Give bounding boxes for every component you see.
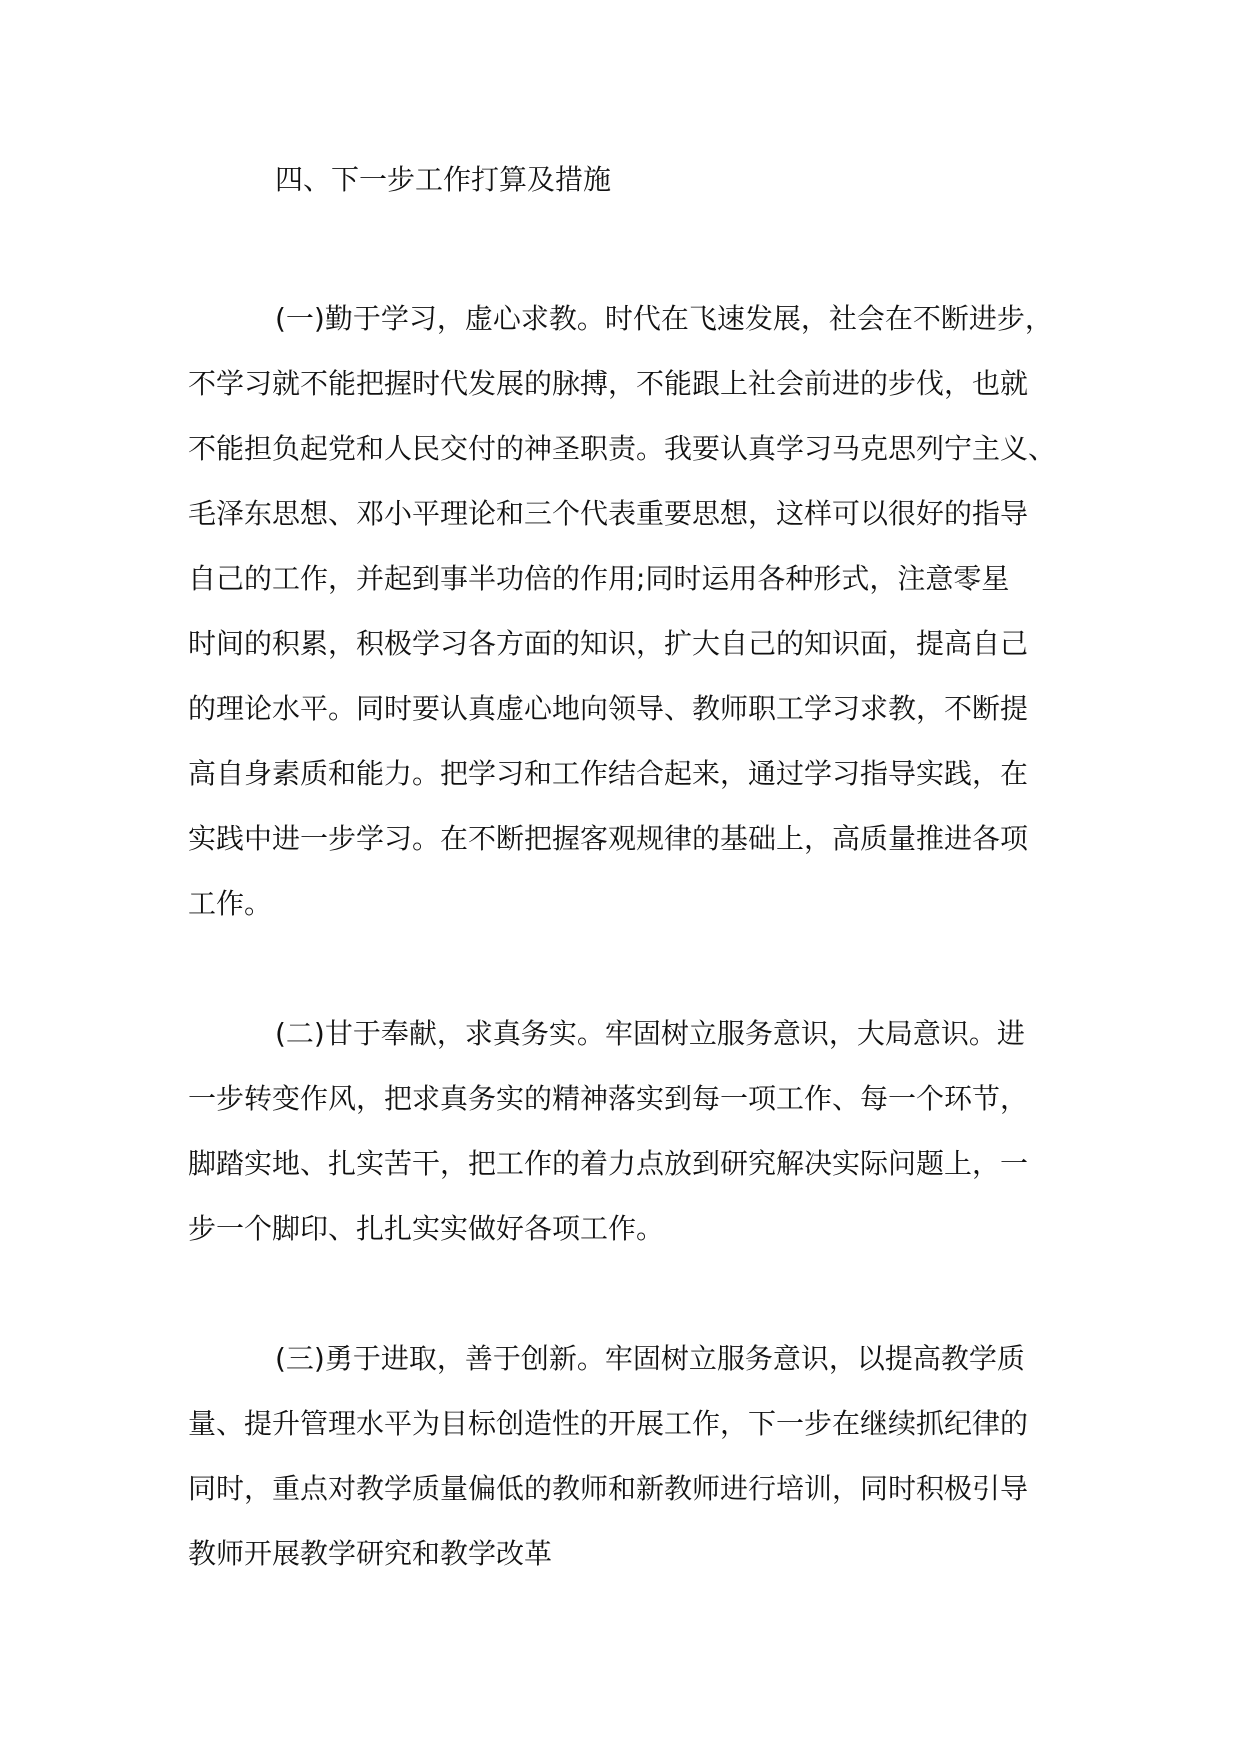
paragraph-line: 高自身素质和能力。把学习和工作结合起来，通过学习指导实践，在 (188, 757, 1029, 790)
paragraph-line: 脚踏实地、扎实苦干，把工作的着力点放到研究解决实际问题上，一 (188, 1147, 1029, 1180)
paragraph-3 (188, 1326, 1088, 1586)
paragraph-line: 毛泽东思想、邓小平理论和三个代表重要思想，这样可以很好的指导 (188, 497, 1029, 530)
paragraph-line: 同时，重点对教学质量偏低的教师和新教师进行培训，同时积极引导 (188, 1472, 1029, 1505)
paragraph-line: 工作。 (188, 887, 273, 920)
paragraph-line: (一)勤于学习，虚心求教。时代在飞速发展，社会在不断进步， (275, 302, 1053, 335)
paragraph-line: 步一个脚印、扎扎实实做好各项工作。 (188, 1212, 665, 1245)
paragraph-line: 自己的工作，并起到事半功倍的作用;同时运用各种形式，注意零星 (188, 562, 1010, 595)
paragraph-line: 量、提升管理水平为目标创造性的开展工作，下一步在继续抓纪律的 (188, 1407, 1029, 1440)
paragraph-1 (188, 286, 1088, 936)
paragraph-line: 的理论水平。同时要认真虚心地向领导、教师职工学习求教，不断提 (188, 692, 1029, 725)
paragraph-line: 不能担负起党和人民交付的神圣职责。我要认真学习马克思列宁主义、 (188, 432, 1057, 465)
paragraph-line: 时间的积累，积极学习各方面的知识，扩大自己的知识面，提高自己 (188, 627, 1029, 660)
section-heading: 四、下一步工作打算及措施 (275, 163, 612, 196)
paragraph-line: 不学习就不能把握时代发展的脉搏，不能跟上社会前进的步伐，也就 (188, 367, 1029, 400)
paragraph-line: 实践中进一步学习。在不断把握客观规律的基础上，高质量推进各项 (188, 822, 1029, 855)
paragraph-line: 教师开展教学研究和教学改革 (188, 1537, 553, 1570)
paragraph-2 (188, 1001, 1088, 1261)
paragraph-line: (三)勇于进取，善于创新。牢固树立服务意识，以提高教学质 (275, 1342, 1025, 1375)
paragraph-line: (二)甘于奉献，求真务实。牢固树立服务意识，大局意识。进 (275, 1017, 1025, 1050)
paragraph-line: 一步转变作风，把求真务实的精神落实到每一项工作、每一个环节， (188, 1082, 1029, 1115)
